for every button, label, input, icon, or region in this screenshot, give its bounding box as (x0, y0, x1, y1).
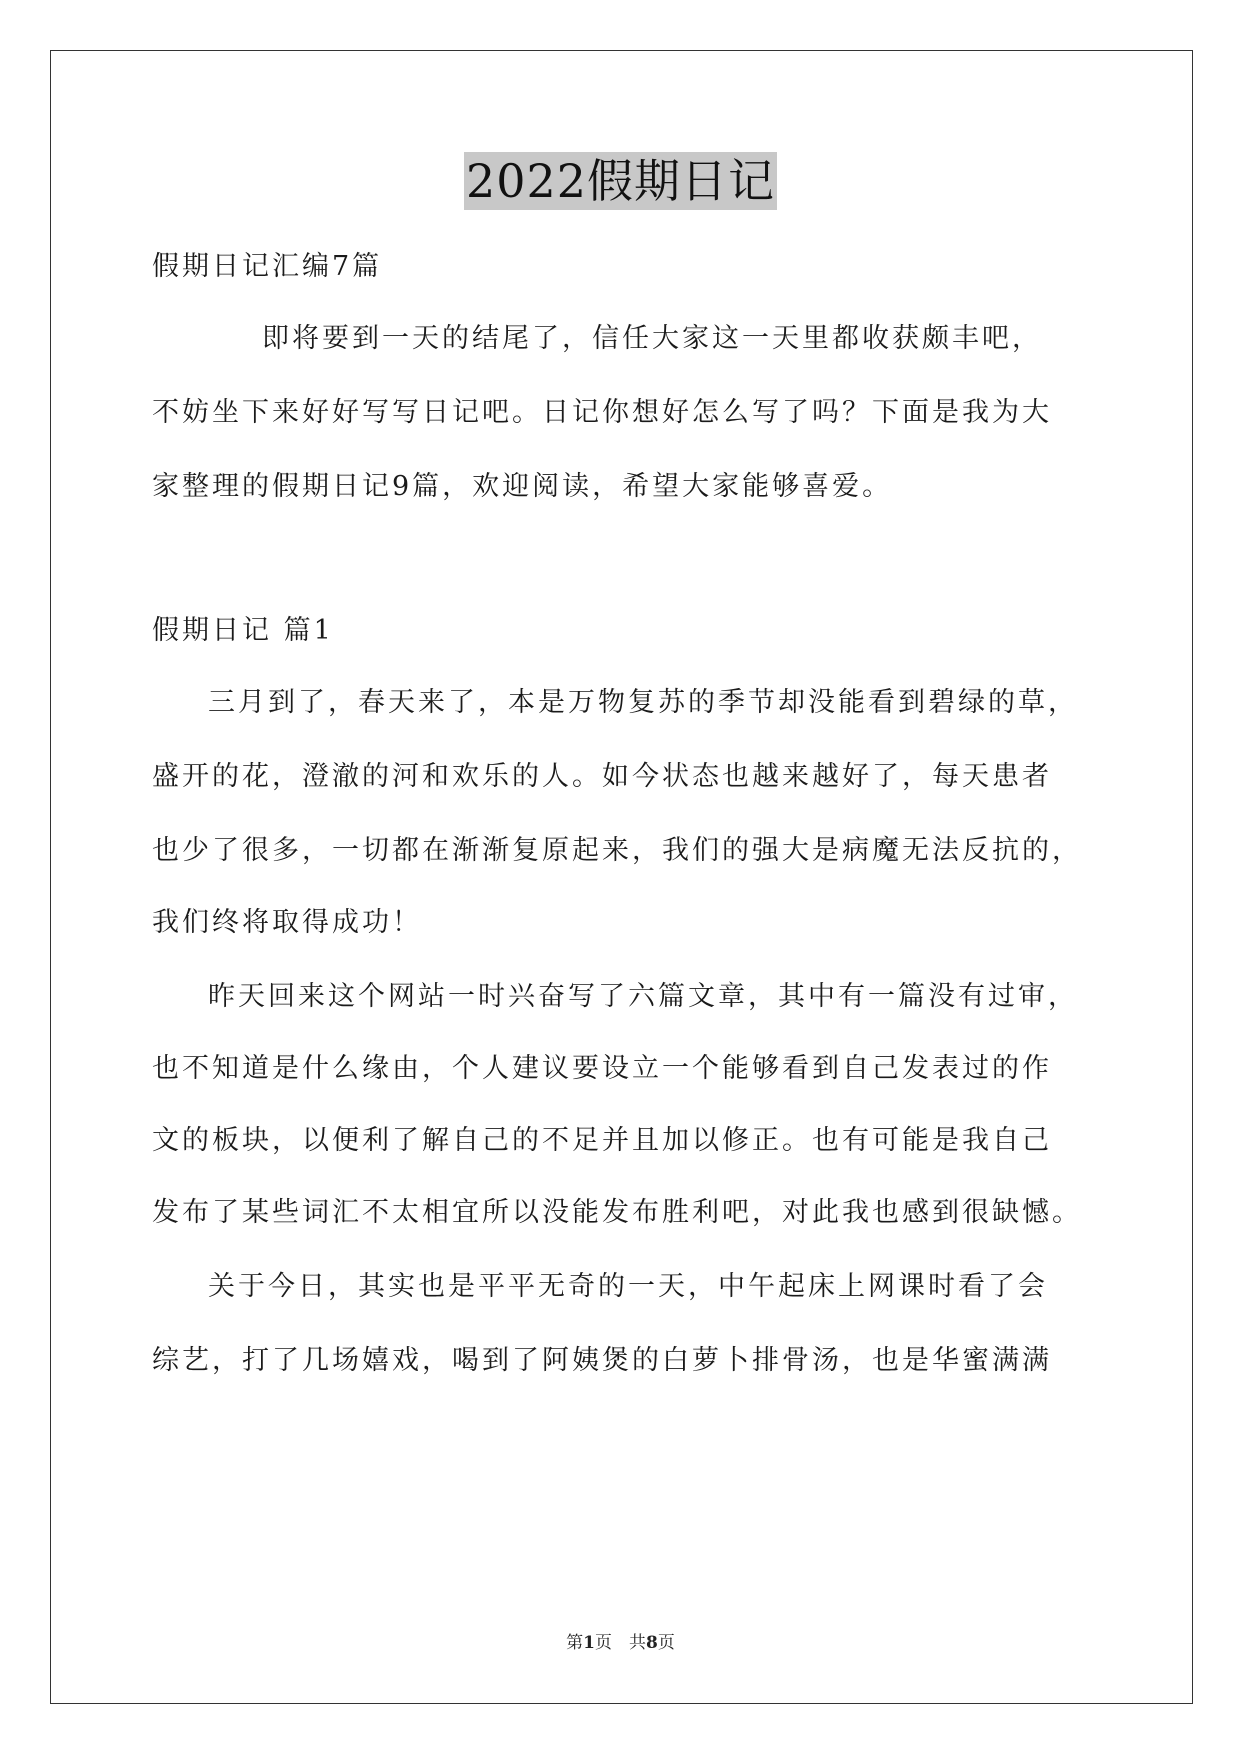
current-page-number: 1 (583, 1633, 595, 1653)
body-line: 三月到了，春天来了，本是万物复苏的季节却没能看到碧绿的草， (208, 687, 1078, 718)
intro-line: 不妨坐下来好好写写日记吧。日记你想好怎么写了吗？下面是我为大 (152, 397, 1052, 428)
intro-line: 家整理的假期日记9篇，欢迎阅读，希望大家能够喜爱。 (152, 471, 893, 502)
footer-suffix: 页 (657, 1633, 675, 1653)
intro-line: 即将要到一天的结尾了，信任大家这一天里都收获颇丰吧， (262, 323, 1042, 354)
footer-prefix: 第 (566, 1633, 584, 1653)
page-border (50, 50, 1193, 1704)
page-footer (0, 1628, 1241, 1653)
document-subtitle: 假期日记汇编7篇 (152, 251, 383, 282)
body-line: 昨天回来这个网站一时兴奋写了六篇文章，其中有一篇没有过审， (208, 981, 1078, 1012)
body-line: 我们终将取得成功！ (152, 907, 422, 938)
body-line: 也少了很多，一切都在渐渐复原起来，我们的强大是病魔无法反抗的， (152, 835, 1082, 866)
body-line: 发布了某些词汇不太相宜所以没能发布胜利吧，对此我也感到很缺憾。 (152, 1197, 1082, 1228)
footer-middle: 页 共 (595, 1633, 646, 1653)
body-line: 文的板块，以便利了解自己的不足并且加以修正。也有可能是我自己 (152, 1125, 1052, 1156)
section-heading: 假期日记 篇1 (152, 615, 334, 646)
title-container (0, 152, 1241, 210)
body-line: 盛开的花，澄澈的河和欢乐的人。如今状态也越来越好了，每天患者 (152, 761, 1052, 792)
document-title: 2022假期日记 (465, 154, 776, 208)
total-page-count: 8 (646, 1633, 658, 1653)
body-line: 综艺，打了几场嬉戏，喝到了阿姨煲的白萝卜排骨汤，也是华蜜满满 (152, 1345, 1052, 1376)
body-line: 关于今日，其实也是平平无奇的一天，中午起床上网课时看了会 (208, 1271, 1048, 1302)
body-line: 也不知道是什么缘由，个人建议要设立一个能够看到自己发表过的作 (152, 1053, 1052, 1084)
